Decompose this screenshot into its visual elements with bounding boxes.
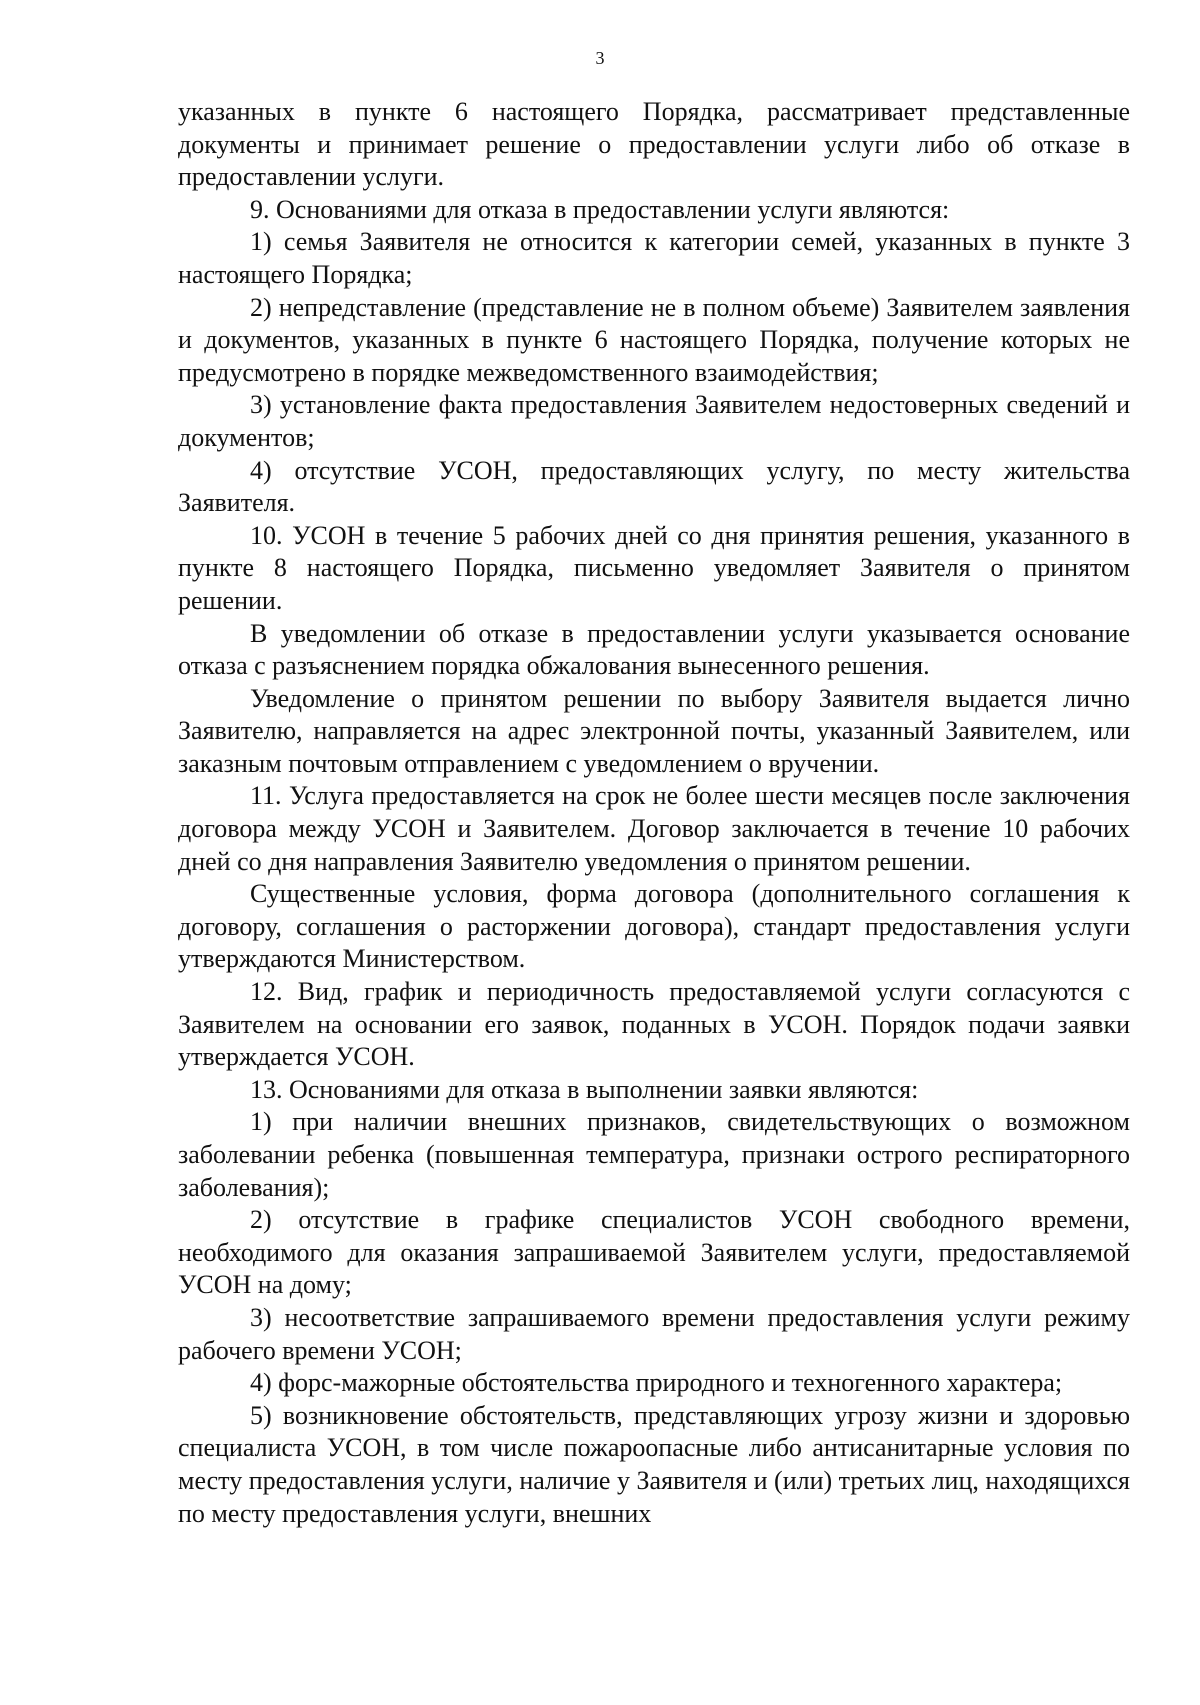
- paragraph: 1) при наличии внешних признаков, свидетельствующих о возможном заболевании ребенка (повышенная температура, признаки острого респираторного заболевания);: [178, 1107, 1130, 1202]
- paragraph: 3) установление факта предоставления Заявителем недостоверных сведений и документов;: [178, 390, 1130, 452]
- paragraph: 10. УСОН в течение 5 рабочих дней со дня принятия решения, указанного в пункте 8 настоящего Порядка, письменно уведомляет Заявителя о принятом решении.: [178, 520, 1130, 615]
- paragraph: 2) непредставление (представление не в полном объеме) Заявителем заявления и документов, указанных в пункте 6 настоящего Порядка, получение которых не предусмотрено в порядке межведомственного взаимодействия;: [178, 292, 1130, 387]
- paragraph: 12. Вид, график и периодичность предоставляемой услуги согласуются с Заявителем на основании его заявок, поданных в УСОН. Порядок подачи заявки утверждается УСОН.: [178, 977, 1130, 1072]
- document-body: [178, 96, 1130, 1530]
- paragraph: указанных в пункте 6 настоящего Порядка, рассматривает представленные документы и принимает решение о предоставлении услуги либо об отказе в предоставлении услуги.: [178, 97, 1130, 192]
- paragraph: 9. Основаниями для отказа в предоставлении услуги являются:: [250, 194, 950, 224]
- paragraph: 2) отсутствие в графике специалистов УСОН свободного времени, необходимого для оказания запрашиваемой Заявителем услуги, предоставляемой УСОН на дому;: [178, 1205, 1130, 1300]
- page-number: 3: [595, 48, 605, 68]
- paragraph: 1) семья Заявителя не относится к категории семей, указанных в пункте 3 настоящего Порядка;: [178, 227, 1130, 289]
- paragraph: В уведомлении об отказе в предоставлении услуги указывается основание отказа с разъяснением порядка обжалования вынесенного решения.: [178, 618, 1130, 681]
- paragraph: 13. Основаниями для отказа в выполнении заявки являются:: [250, 1074, 919, 1104]
- paragraph: 5) возникновение обстоятельств, представляющих угрозу жизни и здоровью специалиста УСОН, в том числе пожароопасные либо антисанитарные условия по месту предоставления услуги, наличие у Заявителя и (или) третьих лиц, находящихся по месту предоставления услуги, внешних: [178, 1400, 1130, 1528]
- paragraph: Уведомление о принятом решении по выбору Заявителя выдается лично Заявителю, направляется на адрес электронной почты, указанный Заявителем, или заказным почтовым отправлением с уведомлением о вручении.: [178, 683, 1130, 778]
- paragraph: 4) форс-мажорные обстоятельства природного и техногенного характера;: [250, 1368, 1063, 1398]
- paragraph: 3) несоответствие запрашиваемого времени предоставления услуги режиму рабочего времени УСОН;: [178, 1302, 1130, 1365]
- paragraph: 11. Услуга предоставляется на срок не более шести месяцев после заключения договора между УСОН и Заявителем. Договор заключается в течение 10 рабочих дней со дня направления Заявителю уведомления о принятом решении.: [178, 781, 1130, 876]
- paragraph: 4) отсутствие УСОН, предоставляющих услугу, по месту жительства Заявителя.: [178, 455, 1130, 518]
- paragraph: Существенные условия, форма договора (дополнительного соглашения к договору, соглашения о расторжении договора), стандарт предоставления услуги утверждаются Министерством.: [178, 879, 1130, 974]
